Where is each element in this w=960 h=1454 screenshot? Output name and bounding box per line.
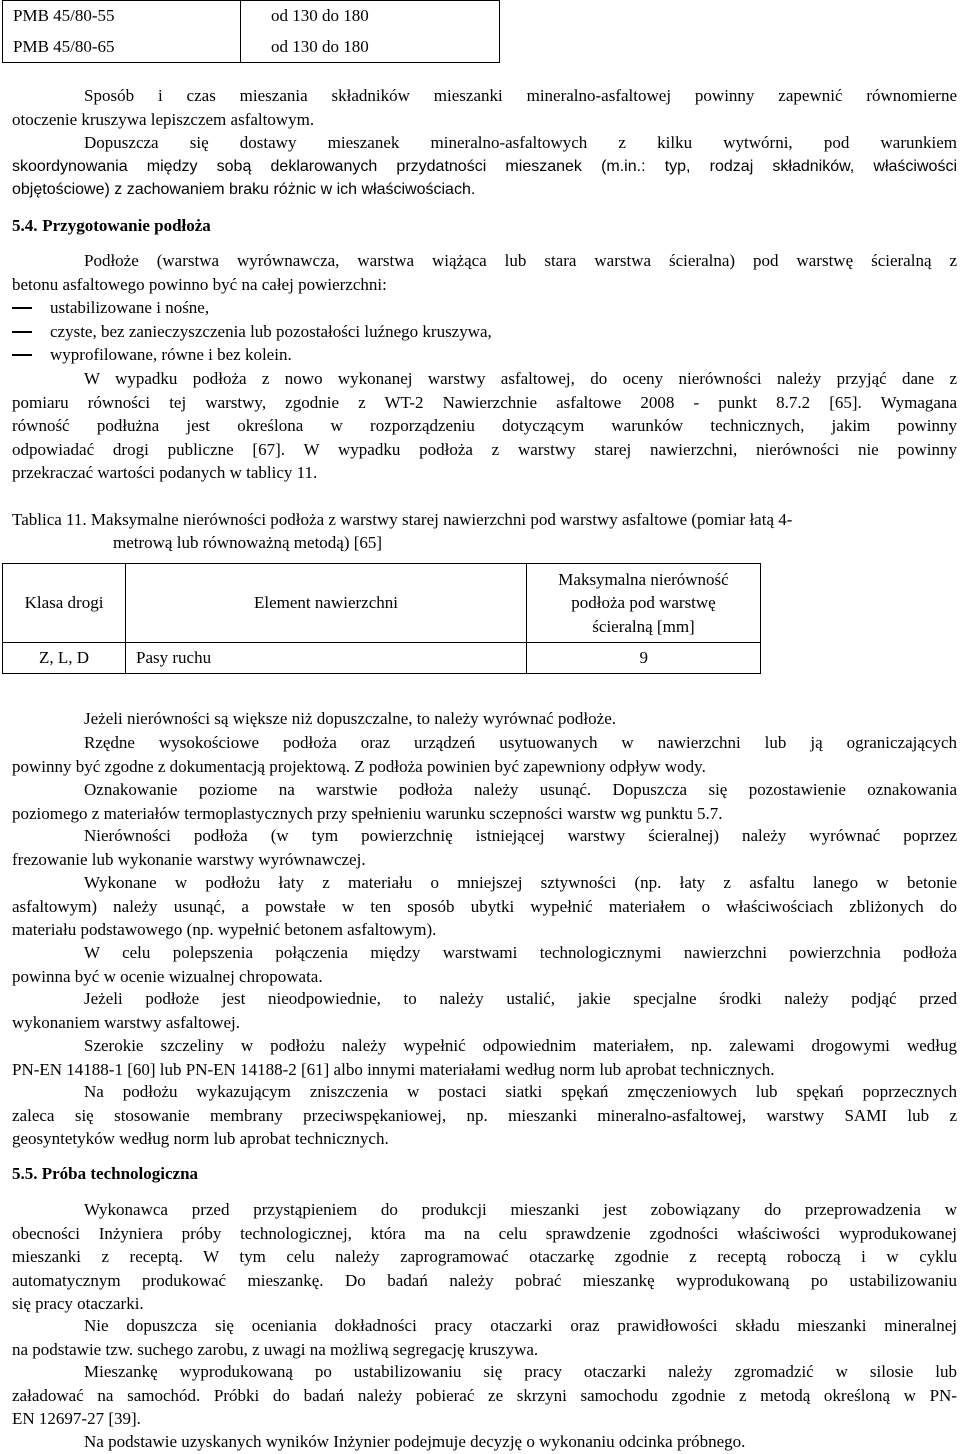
text-line: poziomego z materiałów termoplastycznych przy spełnieniu warunku sczepności warstw wg punktu 5.7.	[12, 803, 723, 823]
text-line: objętościowe) z zachowaniem braku różnic w ich właściwościach.	[12, 181, 476, 198]
table-11	[2, 563, 761, 674]
text-line: Nierówności podłoża (w tym powierzchnię istniejącej warstwy ścieralnej) należy wyrównać poprzez	[84, 826, 957, 845]
paragraph-a3	[12, 778, 957, 825]
section-number: 5.4.	[12, 216, 38, 235]
cell-element: Pasy ruchu	[126, 643, 527, 674]
header-element: Element nawierzchni	[126, 564, 527, 643]
text-line: przekraczać wartości podanych w tablicy 11.	[12, 463, 318, 482]
text-line: mieszanki z receptą. W tym celu należy zaprogramować otaczarkę zgodnie z receptą roboczą i w cyklu	[12, 1247, 957, 1266]
text-line: Na podstawie uzyskanych wyników Inżynier podejmuje decyzję o wykonaniu odcinka próbnego.	[84, 1432, 746, 1451]
caption-label: Tablica 11.	[12, 510, 87, 529]
paragraph-a6	[12, 941, 957, 988]
binder-table	[2, 0, 500, 63]
header-klasa: Klasa drogi	[3, 564, 126, 643]
section-title: 5.5. Próba technologiczna	[12, 1164, 199, 1183]
header-max: Maksymalna nierówność podłoża pod warstwę ścieralną [mm]	[527, 564, 761, 643]
table-row	[3, 643, 761, 674]
paragraph-a5	[12, 871, 957, 942]
paragraph-b4	[12, 1430, 957, 1454]
section-title: Przygotowanie podłoża	[42, 216, 211, 235]
paragraph-a4	[12, 824, 957, 871]
paragraph-a9	[12, 1080, 957, 1151]
text-line: W celu polepszenia połączenia między warstwami technologicznymi nawierzchni powierzchnia podłoża	[84, 943, 957, 962]
text-line: PN-EN 14188-1 [60] lub PN-EN 14188-2 [61] albo innymi materiałami według norm lub aprobat technicznych.	[12, 1059, 775, 1079]
paragraph-new-layer	[12, 367, 957, 485]
text-line: zaleca się stosowanie membrany przeciwspękaniowej, np. mieszanki mineralno-asfaltowej, warstwy SAMI lub z	[12, 1105, 957, 1125]
text-line: Szerokie szczeliny w podłożu należy wypełnić odpowiednim materiałem, np. zalewami drogowymi według	[84, 1036, 957, 1055]
table-row	[3, 31, 500, 63]
text-line: geosyntetyków według norm lub aprobat technicznych.	[12, 1129, 389, 1148]
text-line: pomiaru równości tej warstwy, zgodnie z WT-2 Nawierzchnie asfaltowe 2008 - punkt 8.7.2 [65]. Wymagana	[12, 392, 957, 412]
caption-text: Maksymalne nierówności podłoża z warstwy starej nawierzchni pod warstwy asfaltowe (pomiar łatą 4-	[90, 510, 793, 529]
binder-type-cell: PMB 45/80-55	[3, 1, 241, 32]
text-line: EN 12697-27 [39].	[12, 1409, 141, 1428]
text-line: materiału podstawowego (np. wypełnić betonem asfaltowym).	[12, 920, 437, 939]
text-line: Sposób i czas mieszania składników mieszanki mineralno-asfaltowej powinny zapewnić równomierne	[84, 86, 957, 105]
text-line: Jeżeli nierówności są większe niż dopuszczalne, to należy wyrównać podłoże.	[84, 709, 616, 728]
text-line: Jeżeli podłoże jest nieodpowiednie, to należy ustalić, jakie specjalne środki należy podjąć przed	[84, 989, 957, 1008]
text-line: na podstawie tzw. suchego zarobu, z uwagi na możliwą segregację kruszywa.	[12, 1339, 539, 1359]
table-header-row	[3, 564, 761, 643]
paragraph-supply	[12, 131, 957, 202]
text-line: załadować na samochód. Próbki do badań należy pobierać ze skrzyni samochodu zgodnie z metodą określoną w PN-	[12, 1385, 957, 1405]
paragraph-mixing	[12, 84, 957, 131]
text-line: powinna być w ocenie wizualnej chropowata.	[12, 966, 323, 986]
text-line: wykonaniem warstwy asfaltowej.	[12, 1012, 241, 1032]
text-line: otoczenie kruszywa lepiszczem asfaltowym.	[12, 109, 315, 129]
text-line: Nie dopuszcza się oceniania dokładności pracy otaczarki oraz prawidłowości składu mieszanki mineralnej	[84, 1316, 957, 1335]
paragraph-a8	[12, 1034, 957, 1081]
text-line: frezowanie lub wykonanie warstwy wyrównawczej.	[12, 849, 366, 869]
dash-bullet-icon	[12, 354, 32, 356]
cell-value: 9	[527, 643, 761, 674]
text-line: się pracy otaczarki.	[12, 1294, 144, 1313]
text-line: obecności Inżyniera próby technologicznej, która ma na celu sprawdzenie zgodności właściwości wyprodukowanej	[12, 1223, 957, 1243]
paragraph-subbase-intro	[12, 249, 957, 296]
text-line: Oznakowanie poziome na warstwie podłoża należy usunąć. Dopuszcza się pozostawienie oznakowania	[84, 780, 957, 799]
text-line: Mieszankę wyprodukowaną po ustabilizowaniu się pracy otaczarki należy zgromadzić w silosie lub	[84, 1362, 957, 1381]
paragraph-a2	[12, 731, 957, 778]
text-line: Na podłożu wykazującym zniszczenia w postaci siatki spękań zmęczeniowych lub spękań poprzecznych	[84, 1082, 957, 1101]
text-line: skoordynowania między sobą deklarowanych przydatności mieszanek (m.in.: typ, rodzaj składników, właściwości	[12, 157, 957, 175]
text-line: Podłoże (warstwa wyrównawcza, warstwa wiążąca lub stara warstwa ścieralna) pod warstwę ścieralną z	[84, 251, 957, 270]
text-line: Wykonane w podłożu łaty z materiału o mniejszej sztywności (np. łaty z asfaltu lanego w betonie	[84, 873, 957, 892]
text-line: Dopuszcza się dostawy mieszanek mineralno-asfaltowych z kilku wytwórni, pod warunkiem	[84, 133, 957, 152]
binder-type-cell: PMB 45/80-65	[3, 31, 241, 63]
section-heading-5-4	[12, 214, 211, 238]
paragraph-b3	[12, 1360, 957, 1431]
text-line: automatycznym produkować mieszankę. Do badań należy pobrać mieszankę wyprodukowaną po ustabilizowaniu	[12, 1270, 957, 1290]
paragraph-b2	[12, 1314, 957, 1361]
text-line: odpowiadać drogi publiczne [67]. W wypadku podłoża z warstwy starej nawierzchni, nierówności nie powinny	[12, 439, 957, 459]
paragraph-b1	[12, 1198, 957, 1316]
text-line: betonu asfaltowego powinno być na całej powierzchni:	[12, 274, 387, 294]
binder-range-cell: od 130 do 180	[241, 1, 500, 32]
text-line: W wypadku podłoża z nowo wykonanej warstwy asfaltowej, do oceny nierówności należy przyjąć dane z	[84, 369, 957, 388]
table-caption-cont: metrową lub równoważną metodą) [65]	[113, 533, 383, 552]
dash-bullet-icon	[12, 307, 32, 309]
paragraph-a1	[12, 707, 957, 731]
dash-bullet-icon	[12, 331, 32, 333]
text-line: równość podłużna jest określona w rozporządzeniu dotyczącym warunków technicznych, jakim powinny	[12, 416, 957, 435]
text-line: asfaltowym) należy usunąć, a powstałe w ten sposób ubytki wypełnić materiałem o właściwościach zbliżonych do	[12, 896, 957, 916]
table-row	[3, 1, 500, 32]
text-line: powinny być zgodne z dokumentacją projektową. Z podłoża powinien być zapewniony odpływ wody.	[12, 756, 706, 776]
paragraph-a7	[12, 987, 957, 1034]
table-caption	[12, 508, 957, 532]
binder-range-cell: od 130 do 180	[241, 31, 500, 63]
text-line: Wykonawca przed przystąpieniem do produkcji mieszanki jest zobowiązany do przeprowadzenia w	[84, 1200, 957, 1219]
section-heading-5-5	[12, 1162, 198, 1186]
cell-klasa: Z, L, D	[3, 643, 126, 674]
text-line: Rzędne wysokościowe podłoża oraz urządzeń usytuowanych w nawierzchni lub ją ograniczających	[84, 733, 957, 752]
